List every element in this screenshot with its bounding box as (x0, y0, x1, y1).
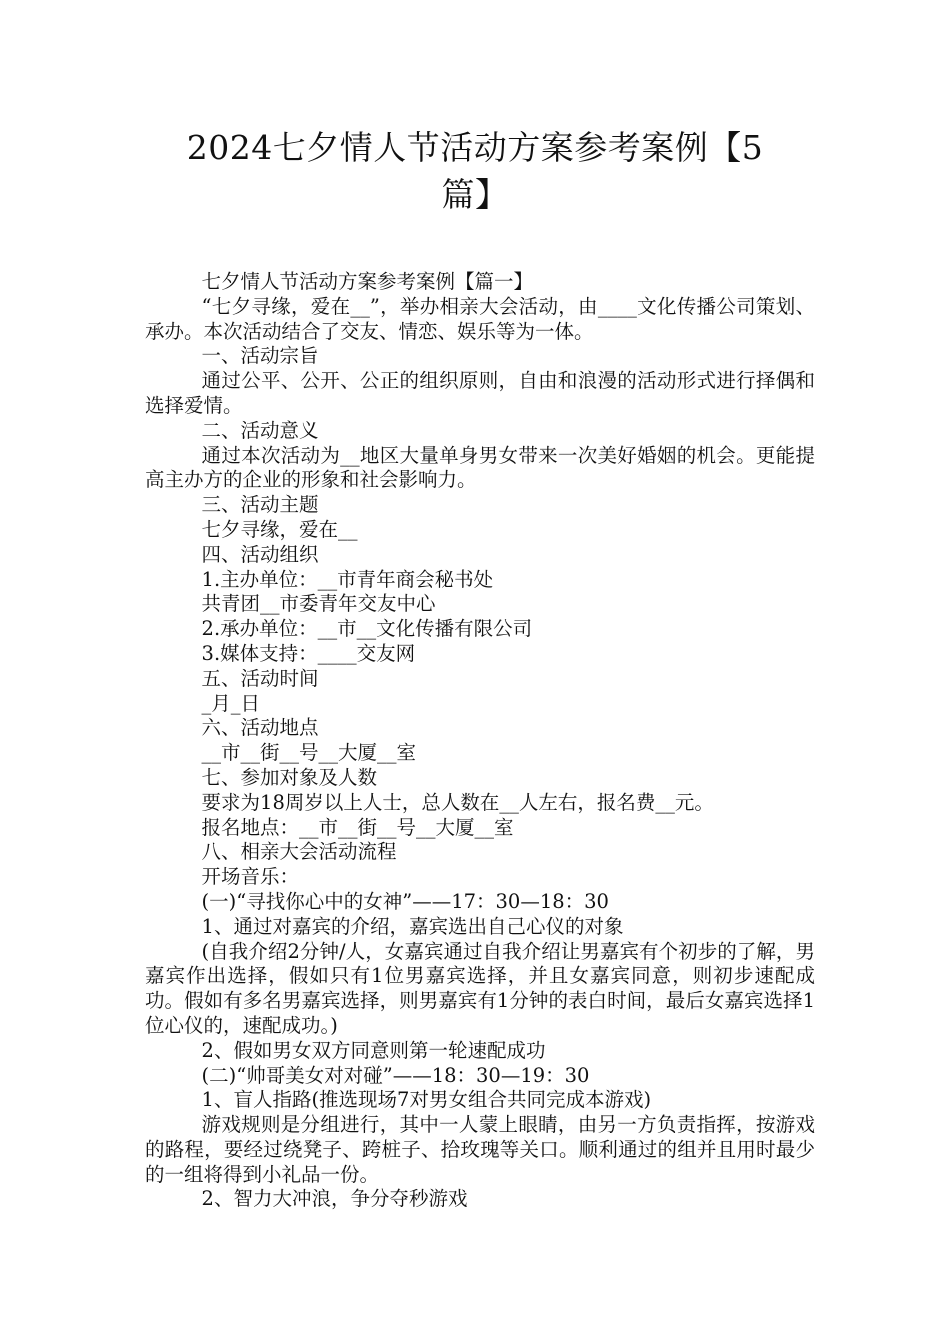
paragraph: 游戏规则是分组进行，其中一人蒙上眼睛，由另一方负责指挥，按游戏的路程，要经过绕凳子、跨桩子、拾玫瑰等关口。顺利通过的组并且用时最少的一组将得到小礼品一份。 (145, 1113, 815, 1186)
paragraph: 2、智力大冲浪，争分夺秒游戏 (201, 1187, 468, 1211)
paragraph: 三、活动主题 (201, 493, 319, 517)
paragraph: 1、盲人指路(推选现场7对男女组合共同完成本游戏) (201, 1088, 652, 1112)
paragraph: (二)“帅哥美女对对碰”——18：30—19：30 (201, 1063, 590, 1087)
paragraph: “七夕寻缘，爱在__”，举办相亲大会活动，由____文化传播公司策划、承办。本次活动结合了交友、情恋、娱乐等为一体。 (145, 294, 815, 343)
paragraph: 二、活动意义 (201, 418, 319, 442)
paragraph: 通过本次活动为__地区大量单身男女带来一次美好婚姻的机会。更能提高主办方的企业的形象和社会影响力。 (145, 443, 815, 492)
paragraph: 1、通过对嘉宾的介绍，嘉宾选出自己心仪的对象 (201, 914, 624, 938)
paragraph: 共青团__市委青年交友中心 (201, 592, 436, 616)
paragraph: 八、相亲大会活动流程 (201, 840, 397, 864)
paragraph: 2.承办单位：__市__文化传播有限公司 (201, 617, 533, 641)
paragraph: 要求为18周岁以上人士，总人数在__人左右，报名费__元。 (201, 790, 714, 814)
paragraph: 七、参加对象及人数 (201, 765, 378, 789)
paragraph: (自我介绍2分钟/人，女嘉宾通过自我介绍让男嘉宾有个初步的了解，男嘉宾作出选择，假如只有1位男嘉宾选择，并且女嘉宾同意，则初步速配成功。假如有多名男嘉宾选择，则男嘉宾有1分钟的表白时间，最后女嘉宾选择1位心仪的，速配成功。) (145, 939, 815, 1037)
paragraph: 通过公平、公开、公正的组织原则，自由和浪漫的活动形式进行择偶和选择爱情。 (145, 369, 815, 417)
paragraph: 报名地点：__市__街__号__大厦__室 (201, 815, 514, 839)
paragraph: 四、活动组织 (201, 542, 319, 566)
title-line-2: 篇】 (441, 175, 509, 214)
title-line-1: 2024七夕情人节活动方案参考案例【5 (186, 128, 764, 167)
paragraph: 3.媒体支持：____交友网 (201, 641, 416, 665)
document-title (145, 124, 805, 218)
paragraph: 七夕寻缘，爱在__ (201, 517, 358, 541)
paragraph: 七夕情人节活动方案参考案例【篇一】 (201, 270, 534, 293)
paragraph: 五、活动时间 (201, 666, 319, 690)
paragraph: _月_日 (201, 691, 261, 715)
paragraph: 1.主办单位：__市青年商会秘书处 (201, 567, 494, 591)
paragraph: 开场音乐： (201, 865, 300, 889)
paragraph: __市__街__号__大厦__室 (201, 741, 417, 765)
paragraph: 六、活动地点 (201, 716, 319, 740)
paragraph: 一、活动宗旨 (201, 344, 319, 368)
paragraph: (一)“寻找你心中的女神”——17：30—18：30 (201, 889, 609, 913)
paragraph: 2、假如男女双方同意则第一轮速配成功 (201, 1038, 546, 1062)
document-body (145, 270, 815, 1212)
